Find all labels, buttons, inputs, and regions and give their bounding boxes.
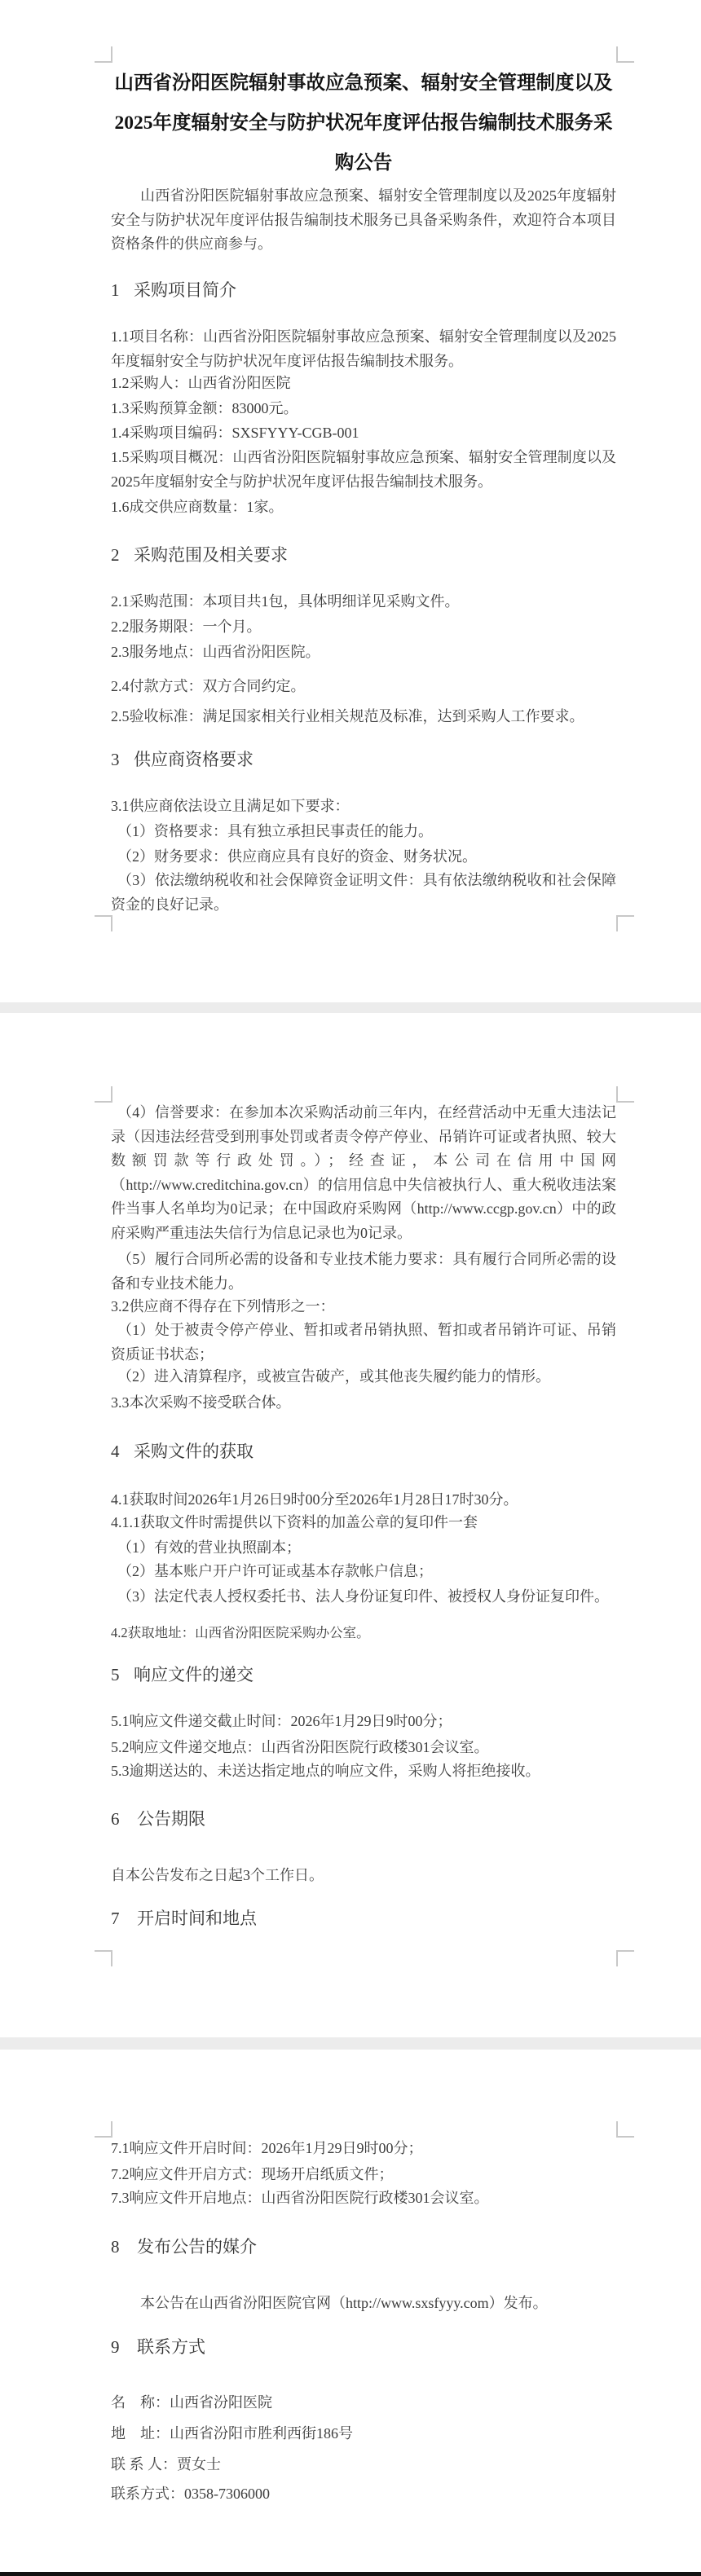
contact-label: 名 称： [111, 2394, 170, 2411]
contact-value: 山西省汾阳医院 [170, 2394, 272, 2411]
item-3-1: 3.1供应商依法设立且满足如下要求： [111, 798, 350, 814]
item-7-3: 7.3响应文件开启地点：山西省汾阳医院行政楼301会议室。 [111, 2190, 489, 2206]
item-3-1-1: （1）资格要求：具有独立承担民事责任的能力。 [117, 823, 433, 839]
publication-media: 本公告在山西省汾阳医院官网（http://www.sxsfyyy.com）发布。 [140, 2295, 548, 2311]
section-number: 4 [111, 1442, 120, 1461]
section-heading-5 [111, 1662, 254, 1687]
section-heading-7 [111, 1906, 257, 1931]
item-2-1: 2.1采购范围：本项目共1包，具体明细详见采购文件。 [111, 593, 460, 610]
section-title: 联系方式 [137, 2337, 205, 2357]
section-number: 2 [111, 545, 120, 565]
item-1-4: 1.4采购项目编码：SXSFYYY-CGB-001 [111, 425, 359, 441]
margin-corner-mark [616, 1950, 634, 1966]
item-3-2-2: （2）进入清算程序，或被宣告破产，或其他丧失履约能力的情形。 [117, 1368, 550, 1385]
announcement-period: 自本公告发布之日起3个工作日。 [111, 1867, 324, 1883]
item-1-6: 1.6成交供应商数量：1家。 [111, 499, 284, 515]
contact-phone [111, 2482, 616, 2507]
item-2-5: 2.5验收标准：满足国家相关行业相关规范及标准，达到采购人工作要求。 [111, 708, 584, 724]
item-5-2: 5.2响应文件递交地点：山西省汾阳医院行政楼301会议室。 [111, 1739, 489, 1755]
item-2-2: 2.2服务期限：一个月。 [111, 619, 262, 635]
section-title: 采购范围及相关要求 [134, 545, 288, 565]
section-number: 9 [111, 2337, 120, 2357]
item-4-2: 4.2获取地址：山西省汾阳医院采购办公室。 [111, 1625, 370, 1640]
item-2-4: 2.4付款方式：双方合同约定。 [111, 678, 306, 694]
section-number: 8 [111, 2237, 120, 2257]
contact-value: 贾女士 [177, 2456, 221, 2473]
section-heading-9 [111, 2335, 205, 2359]
intro-paragraph: 山西省汾阳医院辐射事故应急预案、辐射安全管理制度以及2025年度辐射安全与防护状况年度评估报告编制技术服务已具备采购条件，欢迎符合本项目资格条件的供应商参与。 [111, 187, 616, 252]
margin-corner-mark [95, 1950, 112, 1966]
contact-label: 联系方式： [111, 2486, 184, 2502]
item-1-2: 1.2采购人：山西省汾阳医院 [111, 375, 291, 391]
item-5-3: 5.3逾期送达的、未送达指定地点的响应文件，采购人将拒绝接收。 [111, 1763, 540, 1779]
page-2 [0, 1013, 701, 2037]
margin-corner-mark [616, 46, 634, 63]
section-number: 3 [111, 750, 120, 769]
document-title: 山西省汾阳医院辐射事故应急预案、辐射安全管理制度以及2025年度辐射安全与防护状况年度评估报告编制技术服务采购公告 [114, 73, 613, 174]
item-3-2: 3.2供应商不得存在下列情形之一： [111, 1298, 335, 1314]
item-4-1-1-b: （2）基本账户开户许可证或基本存款帐户信息； [117, 1563, 433, 1579]
page-3 [0, 2050, 701, 2572]
item-1-1: 1.1项目名称：山西省汾阳医院辐射事故应急预案、辐射安全管理制度以及2025年度辐射安全与防护状况年度评估报告编制技术服务。 [111, 328, 616, 369]
item-4-1-1: 4.1.1获取文件时需提供以下资料的加盖公章的复印件一套 [111, 1514, 478, 1530]
section-title: 发布公告的媒介 [137, 2237, 257, 2257]
section-number: 5 [111, 1665, 120, 1684]
item-5-1: 5.1响应文件递交截止时间：2026年1月29日9时00分； [111, 1713, 452, 1729]
margin-corner-mark [616, 2121, 634, 2138]
section-number: 7 [111, 1909, 120, 1928]
item-7-1: 7.1响应文件开启时间：2026年1月29日9时00分； [111, 2140, 423, 2156]
section-number: 1 [111, 280, 120, 300]
section-title: 公告期限 [137, 1809, 205, 1829]
contact-address [111, 2422, 616, 2446]
section-heading-2 [111, 543, 288, 567]
item-2-3: 2.3服务地点：山西省汾阳医院。 [111, 644, 320, 660]
section-title: 供应商资格要求 [134, 750, 254, 769]
margin-corner-mark [616, 1086, 634, 1103]
contact-label: 地 址： [111, 2425, 170, 2442]
section-title: 采购文件的获取 [134, 1442, 254, 1461]
item-3-1-4: （4）信誉要求：在参加本次采购活动前三年内，在经营活动中无重大违法记录（因违法经营受到刑事处罚或者责令停产停业、吊销许可证或者执照、较大数额罚款等行政处罚。）；经查证，本公司在信用中国网（http://www.creditchina.gov.cn）的信用信息中失信被执行人、重大税收违法案件当事人名单均为0记录；在中国政府采购网（http://www.ccgp.gov.cn）中的政府采购严重违法失信行为信息记录也为0记录。 [111, 1104, 616, 1241]
margin-corner-mark [616, 915, 634, 931]
page-1 [0, 0, 701, 1002]
item-4-1-1-a: （1）有效的营业执照副本； [117, 1539, 301, 1556]
section-heading-1 [111, 278, 236, 302]
section-heading-6 [111, 1807, 205, 1831]
section-title: 响应文件的递交 [134, 1665, 254, 1684]
item-3-1-2: （2）财务要求：供应商应具有良好的资金、财务状况。 [117, 848, 477, 865]
contact-label: 联 系 人： [111, 2456, 177, 2473]
bottom-edge [0, 2572, 701, 2576]
item-3-3: 3.3本次采购不接受联合体。 [111, 1394, 291, 1411]
item-4-1-1-c: （3）法定代表人授权委托书、法人身份证复印件、被授权人身份证复印件。 [117, 1588, 609, 1605]
item-1-3: 1.3采购预算金额：83000元。 [111, 400, 298, 416]
section-number: 6 [111, 1809, 120, 1829]
margin-corner-mark [95, 1086, 112, 1103]
section-title: 采购项目简介 [134, 280, 236, 300]
section-heading-8 [111, 2235, 257, 2259]
item-1-5: 1.5采购项目概况：山西省汾阳医院辐射事故应急预案、辐射安全管理制度以及2025年度辐射安全与防护状况年度评估报告编制技术服务。 [111, 449, 616, 490]
contact-value: 0358-7306000 [184, 2486, 270, 2502]
item-3-2-1: （1）处于被责令停产停业、暂扣或者吊销执照、暂扣或者吊销许可证、吊销资质证书状态； [111, 1322, 616, 1363]
contact-person [111, 2453, 616, 2477]
item-4-1: 4.1获取时间2026年1月26日9时00分至2026年1月28日17时30分。 [111, 1491, 518, 1508]
section-heading-3 [111, 747, 254, 772]
item-3-1-5: （5）履行合同所必需的设备和专业技术能力要求：具有履行合同所必需的设备和专业技术能力。 [111, 1251, 616, 1292]
contact-name [111, 2391, 616, 2415]
item-7-2: 7.2响应文件开启方式：现场开启纸质文件； [111, 2166, 394, 2182]
margin-corner-mark [95, 915, 112, 931]
margin-corner-mark [95, 2121, 112, 2138]
section-title: 开启时间和地点 [137, 1909, 257, 1928]
contact-value: 山西省汾阳市胜利西街186号 [170, 2425, 353, 2442]
item-3-1-3: （3）依法缴纳税收和社会保障资金证明文件：具有依法缴纳税收和社会保障资金的良好记录。 [111, 872, 616, 913]
margin-corner-mark [95, 46, 112, 63]
section-heading-4 [111, 1439, 254, 1464]
